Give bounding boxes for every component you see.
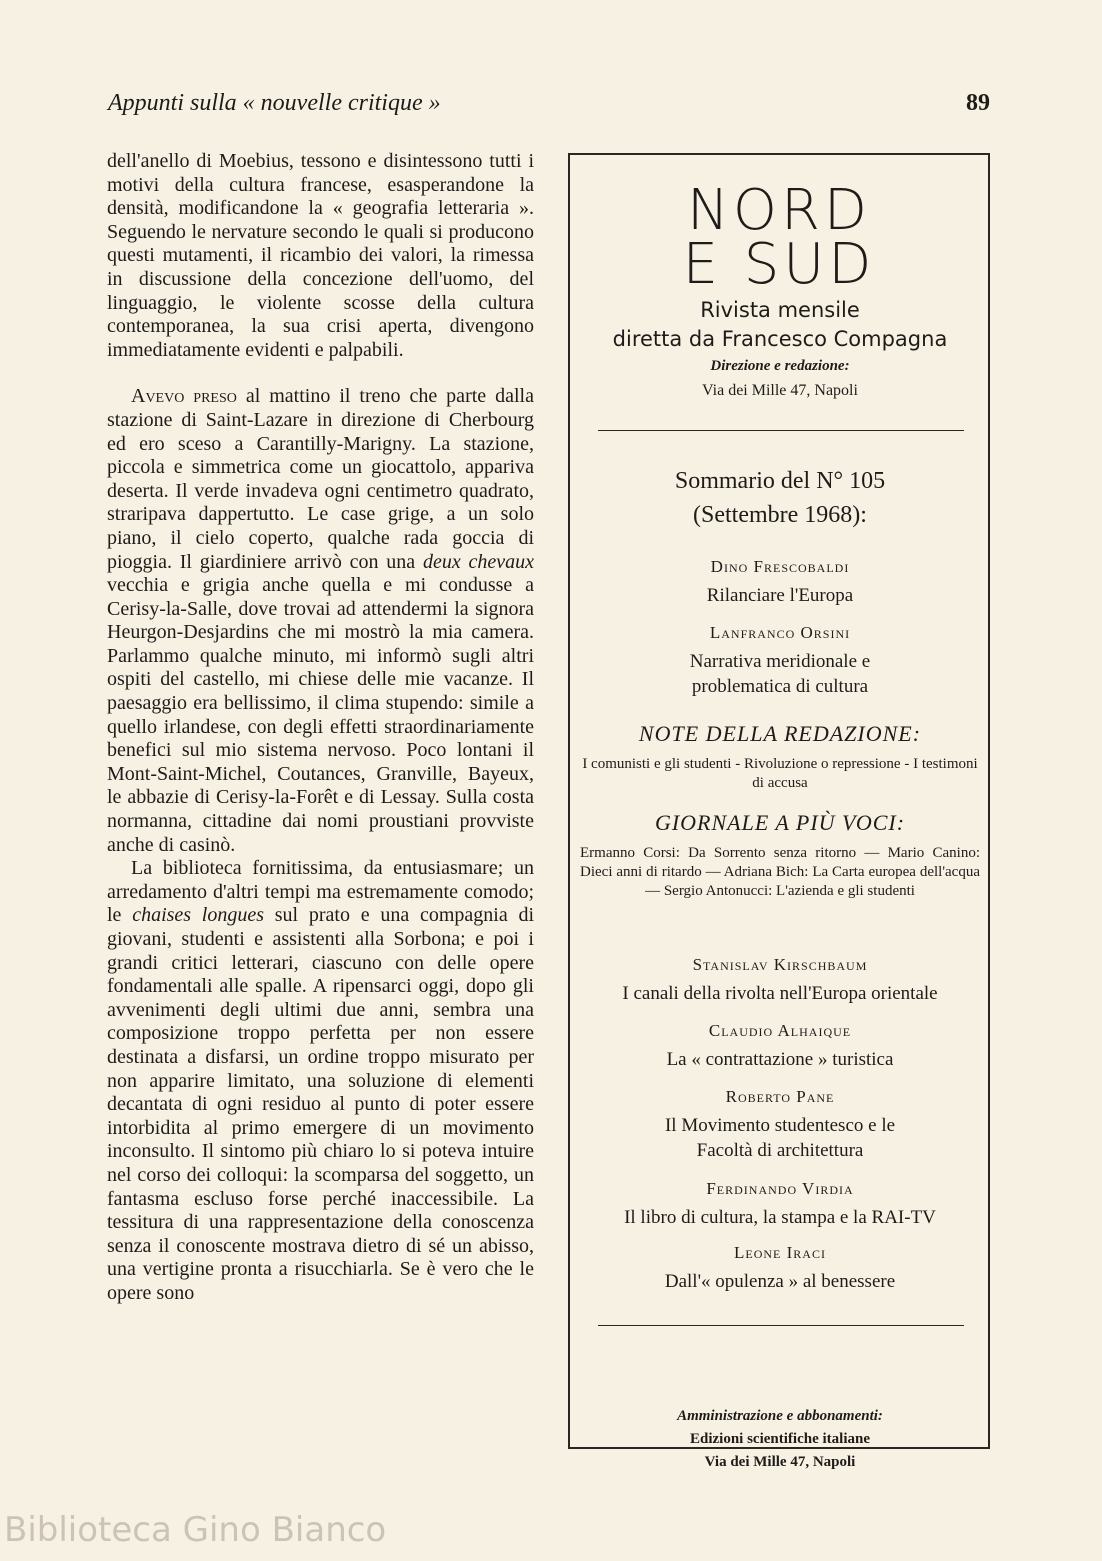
entry-title: Il libro di cultura, la stampa e la RAI-TV bbox=[624, 1207, 936, 1228]
entry-title: La « contrattazione » turistica bbox=[666, 1049, 894, 1070]
entry-4 bbox=[580, 1021, 980, 1072]
paragraph-2-italic: deux chevaux bbox=[422, 550, 535, 573]
entry-title: Il Movimento studentesco e le Facoltà di architettura bbox=[664, 1115, 896, 1161]
running-head-title: Appunti sulla « nouvelle critique » bbox=[108, 90, 441, 116]
paragraph-3 bbox=[107, 857, 534, 1305]
paragraph-3-italic: chaises longues bbox=[132, 904, 265, 927]
entry-5 bbox=[580, 1087, 980, 1163]
entry-1 bbox=[580, 557, 980, 608]
note-body: I comunisti e gli studenti - Rivoluzione o repressione - I testimoni di accusa bbox=[582, 756, 978, 791]
paragraph-2-text-a: al mattino il treno che parte dalla stazione di Saint-Lazare in direzione di Cherbourg ed ero sceso a Carantilly-Marigny. La stazione, piccola e simmetrica come un giocattolo, appariva deserta. Il verde invadeva ogni centimetro quadrato, straripava dappertutto. Le case grige, a un solo piano, il cielo coperto, qualche rada goccia di pioggia. Il giardiniere arrivò con una bbox=[107, 385, 534, 573]
entry-title: I canali della rivolta nell'Europa orientale bbox=[622, 983, 938, 1004]
note-heading: NOTE DELLA REDAZIONE: bbox=[638, 721, 922, 746]
entry-author: Stanislav Kirschbaum bbox=[692, 955, 868, 974]
divider-bottom bbox=[598, 1325, 964, 1326]
entry-7 bbox=[580, 1243, 980, 1294]
divider-top bbox=[598, 430, 964, 431]
entry-author: Roberto Pane bbox=[725, 1087, 835, 1106]
entry-author: Claudio Alhaique bbox=[708, 1021, 852, 1040]
paragraph-1: dell'anello di Moebius, tessono e disintessono tutti i motivi della cultura francese, esasperandone la densità, modificandone la « geografia letteraria ». Seguendo le nervature secondo le quali si producono questi mutamenti, il ricambio dei valori, la rimessa in discussione della concezione dell'uomo, del linguaggio, le violente scosse della cultura contemporanea, la sua crisi aperta, divengono immediatamente evidenti e palpabili. bbox=[107, 150, 534, 361]
paragraph-2-text-b: vecchia e grigia anche quella e mi condusse a Cerisy-la-Salle, dove trovai ad attendermi la signora Heurgon-Desjardins che mi mostrò la mia camera. Parlammo qualche minuto, mi informò sugli altri ospiti del castello, mi chiese delle mie vacanze. Il paesaggio era bellissimo, il clima stupendo: simile a quello irlandese, con degli effetti straordinariamente benefici sul mio sistema nervoso. Poco lontani il Mont-Saint-Michel, Coutances, Granville, Bayeux, le abbazie di Cerisy-la-Forêt e di Lessay. Sulla costa normanna, cittadine dai nomi proustiani provviste anche di casinò. bbox=[107, 574, 534, 856]
direction-address: Via dei Mille 47, Napoli bbox=[702, 382, 858, 399]
entry-title: Dall'« opulenza » al benessere bbox=[664, 1271, 896, 1292]
entry-3 bbox=[580, 955, 980, 1006]
paragraph-3-text-a: La biblioteca fornitissima, da entusiasmare; un arredamento d'altri tempi ma estremamente comodo; le bbox=[107, 857, 534, 927]
logo-e-sud: E SUD bbox=[682, 232, 876, 297]
entry-author: Ferdinando Virdia bbox=[706, 1179, 854, 1198]
giornale-heading: GIORNALE A PIÙ VOCI: bbox=[654, 810, 906, 835]
entry-2 bbox=[580, 623, 980, 699]
giornale-body: Ermanno Corsi: Da Sorrento senza ritorno — Mario Canino: Dieci anni di ritardo — Adriana Bich: La Carta europea dell'acqua — Sergio Antonucci: L'azienda e gli studenti bbox=[580, 845, 980, 899]
publisher-address: Via dei Mille 47, Napoli bbox=[704, 1454, 856, 1470]
sommario-heading bbox=[580, 464, 980, 532]
article-column bbox=[107, 150, 534, 1306]
sommario-line-2: (Settembre 1968): bbox=[693, 502, 867, 528]
entry-author: Dino Frescobaldi bbox=[710, 557, 850, 576]
logo-nord: NORD bbox=[687, 178, 871, 243]
library-watermark: Biblioteca Gino Bianco bbox=[4, 1510, 387, 1550]
page-number: 89 bbox=[966, 90, 990, 116]
admin-label: Amministrazione e abbonamenti: bbox=[677, 1408, 883, 1424]
entry-author: Lanfranco Orsini bbox=[709, 623, 851, 642]
entry-author: Leone Iraci bbox=[734, 1243, 826, 1262]
magazine-director: diretta da Francesco Compagna bbox=[612, 327, 948, 351]
entry-title: Narrativa meridionale e problematica di cultura bbox=[689, 651, 871, 697]
paragraph-3-text-b: sul prato e una compagnia di giovani, studenti e assistenti alla Sorbona; e poi i grandi critici letterari, ciascuno con delle opere fondamentali alle spalle. A ripensarci oggi, dopo gli avvenimenti degli ultimi due anni, sembra una composizione troppo perfetta per non essere destinata a disfarsi, un ordine troppo misurato per non apparire limitato, una soluzione di elementi decantata di ogni residuo al punto di poter essere intorbidita al primo emergere di un movimento inconsulto. Il sintomo più chiaro lo si poteva intuire nel corso dei colloqui: la scomparsa del soggetto, un fantasma escluso forse perché inaccessibile. La tessitura di una rappresentazione della conoscenza senza il conoscente mostrava dietro di sé un abisso, una vertigine pronta a risucchiarla. Se è vero che le opere sono bbox=[107, 904, 534, 1304]
sommario-line-1: Sommario del N° 105 bbox=[674, 468, 886, 494]
publisher-name: Edizioni scientifiche italiane bbox=[690, 1431, 870, 1447]
note-redazione bbox=[580, 721, 980, 793]
entry-title: Rilanciare l'Europa bbox=[706, 585, 854, 606]
direction-label: Direzione e redazione: bbox=[710, 358, 850, 374]
advertisement-box bbox=[568, 153, 990, 1470]
entry-6 bbox=[580, 1179, 980, 1230]
giornale-a-piu-voci bbox=[580, 810, 980, 901]
magazine-subtitle: Rivista mensile bbox=[700, 298, 860, 322]
paragraph-2-lead: Avevo preso bbox=[131, 385, 237, 408]
paragraph-2 bbox=[107, 385, 534, 857]
